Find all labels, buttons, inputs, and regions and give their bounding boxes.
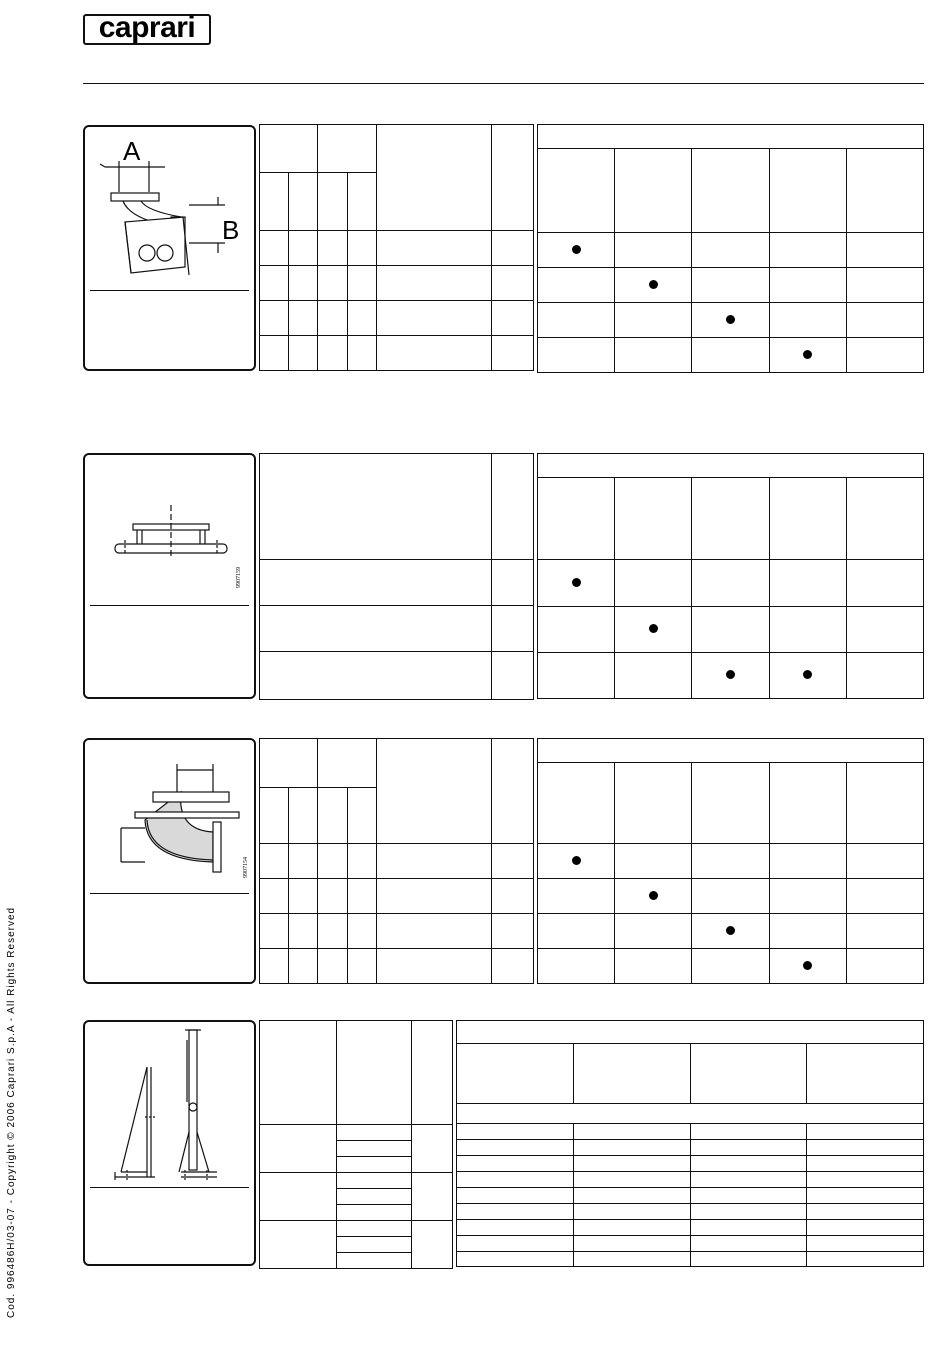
table-cell — [769, 844, 846, 879]
table-cell — [692, 844, 769, 879]
table-cell — [538, 844, 615, 879]
table-cell — [692, 338, 769, 373]
drawing-code: 9907159 — [236, 567, 242, 588]
table-cell — [538, 949, 615, 984]
table-cell — [846, 652, 923, 698]
header-rule — [83, 83, 924, 84]
table-cell — [769, 879, 846, 914]
drawing-code: 9907154 — [243, 857, 249, 878]
table-cell — [538, 338, 615, 373]
table-cell — [538, 606, 615, 652]
caprari-logo: caprari — [83, 14, 211, 45]
compatibility-dot — [649, 891, 658, 900]
section3-dot-rows — [538, 844, 924, 984]
compatibility-dot — [649, 624, 658, 633]
table-cell — [615, 914, 692, 949]
panel-divider — [90, 290, 249, 291]
table-cell — [769, 338, 846, 373]
bend-diagram — [85, 127, 258, 373]
table-cell — [615, 338, 692, 373]
table-cell — [615, 652, 692, 698]
table-cell — [692, 879, 769, 914]
elbow-diagram — [85, 740, 258, 890]
table-cell — [538, 303, 615, 338]
table-row — [538, 606, 924, 652]
compatibility-dot — [803, 961, 812, 970]
table-cell — [769, 233, 846, 268]
table-cell — [615, 879, 692, 914]
section3-spec-table — [259, 738, 534, 984]
compatibility-dot — [726, 926, 735, 935]
table-cell — [615, 560, 692, 606]
table-cell — [538, 233, 615, 268]
table-cell — [538, 914, 615, 949]
table-cell — [769, 560, 846, 606]
table-cell — [846, 560, 923, 606]
compatibility-dot — [649, 280, 658, 289]
table-row — [538, 879, 924, 914]
table-cell — [538, 268, 615, 303]
table-row — [538, 233, 924, 268]
table-cell — [846, 233, 923, 268]
table-cell — [615, 844, 692, 879]
compatibility-dot — [572, 856, 581, 865]
section2-pump-table — [537, 453, 924, 699]
compatibility-dot — [803, 350, 812, 359]
table-row — [538, 268, 924, 303]
table-cell — [769, 949, 846, 984]
table-cell — [846, 268, 923, 303]
elbow-diagram-panel — [83, 738, 256, 984]
table-cell — [692, 303, 769, 338]
table-cell — [538, 879, 615, 914]
table-cell — [692, 268, 769, 303]
label-b: B — [222, 215, 240, 245]
copyright-note: Cod. 996486H/03-07 - Copyright © 2006 Caprari S.p.A - All Rights Reserved — [6, 906, 17, 1318]
table-cell — [769, 268, 846, 303]
table-cell — [692, 606, 769, 652]
table-row — [538, 560, 924, 606]
table-cell — [846, 303, 923, 338]
table-cell — [846, 844, 923, 879]
table-cell — [538, 652, 615, 698]
panel-divider — [90, 893, 249, 894]
section3-pump-table — [537, 738, 924, 984]
table-cell — [615, 268, 692, 303]
table-cell — [846, 606, 923, 652]
table-cell — [692, 233, 769, 268]
table-row — [538, 338, 924, 373]
compatibility-dot — [572, 578, 581, 587]
table-cell — [769, 606, 846, 652]
table-cell — [692, 914, 769, 949]
panel-divider — [90, 605, 249, 606]
table-cell — [615, 606, 692, 652]
table-cell — [846, 914, 923, 949]
section1-dot-rows — [538, 233, 924, 373]
table-cell — [615, 303, 692, 338]
section1-pump-table — [537, 124, 924, 373]
compatibility-dot — [803, 670, 812, 679]
table-row — [538, 652, 924, 698]
table-cell — [692, 949, 769, 984]
compatibility-dot — [726, 315, 735, 324]
bracket-diagram-panel — [83, 1020, 256, 1266]
table-cell — [538, 560, 615, 606]
table-cell — [769, 914, 846, 949]
section1-spec-table — [259, 124, 534, 371]
table-cell — [846, 879, 923, 914]
section2-spec-table — [259, 453, 534, 700]
section4-pump-table — [456, 1020, 924, 1267]
table-row — [538, 844, 924, 879]
table-cell — [692, 560, 769, 606]
table-cell — [846, 949, 923, 984]
section4-spec-table — [259, 1020, 453, 1269]
table-cell — [615, 949, 692, 984]
table-row — [538, 303, 924, 338]
table-row — [538, 949, 924, 984]
table-cell — [769, 303, 846, 338]
table-cell — [615, 233, 692, 268]
bracket-diagram — [85, 1022, 258, 1187]
compatibility-dot — [572, 245, 581, 254]
bend-diagram-panel — [83, 125, 256, 371]
flange-diagram-panel — [83, 453, 256, 699]
section2-dot-rows — [538, 560, 924, 699]
table-cell — [769, 652, 846, 698]
compatibility-dot — [726, 670, 735, 679]
table-row — [538, 914, 924, 949]
label-a: A — [123, 136, 141, 166]
table-cell — [846, 338, 923, 373]
table-cell — [692, 652, 769, 698]
flange-diagram — [85, 455, 258, 605]
panel-divider — [90, 1187, 249, 1188]
